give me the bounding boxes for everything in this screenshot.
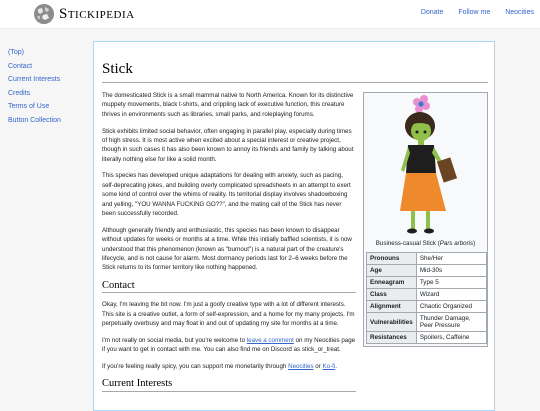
table-row (367, 277, 487, 289)
sidebar-item-current-interests[interactable]: Current Interests (8, 76, 61, 84)
nav-donate-link[interactable]: Donate (420, 9, 444, 16)
adaptations-paragraph: This species has developed unique adaptations for dealing with anxiety, such as pacing, self-deprecating jokes, and building overly complicated spreadsheets in an attempt to exert some kind of control over the whims of reality. Its territorial display involves shadowboxing and yelling, "YOU WANNA FUCKING GO??", and the mating call of the Stick has never been successfully recorded. (102, 172, 351, 218)
burnout-paragraph: Although generally friendly and enthusiastic, this species has been known to disappear without updates for weeks or months at a time. While this initially baffled scientists, it is now understood that this phenomenon (known as "burnout") is a natural part of the creature's lifecycle, and is not cause for alarm. Most dormancy periods last for 2–6 weeks before the Stick returns to its former territory like nothing happened. (102, 226, 352, 272)
kofi-link[interactable]: Ko-fi (322, 362, 336, 370)
infobox-key: Vulnerabilities (367, 313, 417, 332)
nav-follow-link[interactable]: Follow me (458, 9, 491, 16)
table-row (367, 301, 487, 313)
infobox-value: Wizard (416, 289, 486, 301)
infobox (363, 92, 488, 347)
infobox-value: Type 5 (416, 277, 486, 289)
sidebar-item-terms-of-use[interactable]: Terms of Use (8, 103, 50, 111)
top-nav (408, 9, 534, 16)
contact-paragraph-2: I'm not really on social media, but you're welcome to leave a comment on my Neocities page if you want to get in contact with me. You can also find me on Discord as stick_or_treat. (102, 336, 356, 354)
table-row (367, 289, 487, 301)
sidebar-item-button-collection[interactable]: Button Collection (8, 116, 61, 124)
stick-character-illustration (364, 93, 487, 238)
flower-icon (413, 95, 430, 113)
contact-paragraph-3: If you're feeling really spicy, you can support me monetarily through Neocities or Ko-fi. (102, 362, 337, 370)
behavior-paragraph: Stick exhibits limited social behavior, often engaging in parallel play, especially during times of high stress. It is most active when excited about a special interest or creative project, though in such cases it has also been known to annoy its friends and family by talking about literally nothing else for like a solid month. (102, 127, 354, 163)
globe-logo-icon[interactable] (34, 4, 54, 24)
infobox-key: Age (367, 265, 417, 277)
contact-paragraph-1: Okay, I'm leaving the bit now. I'm just a goofy creative type with a lot of different interests. This site is a creative outlet, a form of self-expression, and a home for my many projects. I'm perpetually overbusy and may float in and out of updating my site for months at a time. (102, 301, 355, 328)
infobox-value: Chaotic Organized (416, 301, 486, 313)
intro-paragraph: The domesticated Stick is a small mammal native to North America. Known for its distinctive muppety movements, black t-shirts, and crippling lack of executive function, this creature thrives in environments such as libraries, small parks, and roleplaying forums. (102, 92, 354, 118)
table-row (367, 253, 487, 265)
current-interests-heading: Current Interests (102, 379, 356, 391)
contact-heading: Contact (102, 281, 356, 293)
infobox-value: Thunder Damage, Peer Pressure (416, 313, 486, 332)
article-content (93, 41, 495, 411)
infobox-caption: Business-casual Stick (Pars arboris) (375, 240, 476, 247)
table-row (367, 313, 487, 332)
infobox-key: Enneagram (367, 277, 417, 289)
nav-neocities-link[interactable]: Neocities (505, 9, 534, 16)
infobox-value: Spoilers, Caffeine (416, 332, 486, 344)
sidebar-item-contact[interactable]: Contact (8, 62, 33, 70)
site-title[interactable]: Stickipedia (59, 6, 135, 22)
table-row (367, 265, 487, 277)
leave-comment-link[interactable]: leave a comment (246, 336, 294, 344)
page-title: Stick (102, 61, 488, 83)
table-row (367, 332, 487, 344)
infobox-key: Class (367, 289, 417, 301)
sidebar-item-credits[interactable]: Credits (8, 89, 31, 97)
infobox-key: Pronouns (367, 253, 417, 265)
sidebar-toc (8, 49, 84, 131)
neocities-support-link[interactable]: Neocities (288, 362, 314, 370)
infobox-value: She/Her (416, 253, 486, 265)
infobox-value: Mid-30s (416, 265, 486, 277)
article-body (102, 91, 356, 399)
infobox-key: Resistances (367, 332, 417, 344)
infobox-table (366, 252, 487, 344)
infobox-key: Alignment (367, 301, 417, 313)
sidebar-item-top[interactable]: (Top) (8, 49, 24, 56)
top-bar (0, 0, 540, 29)
